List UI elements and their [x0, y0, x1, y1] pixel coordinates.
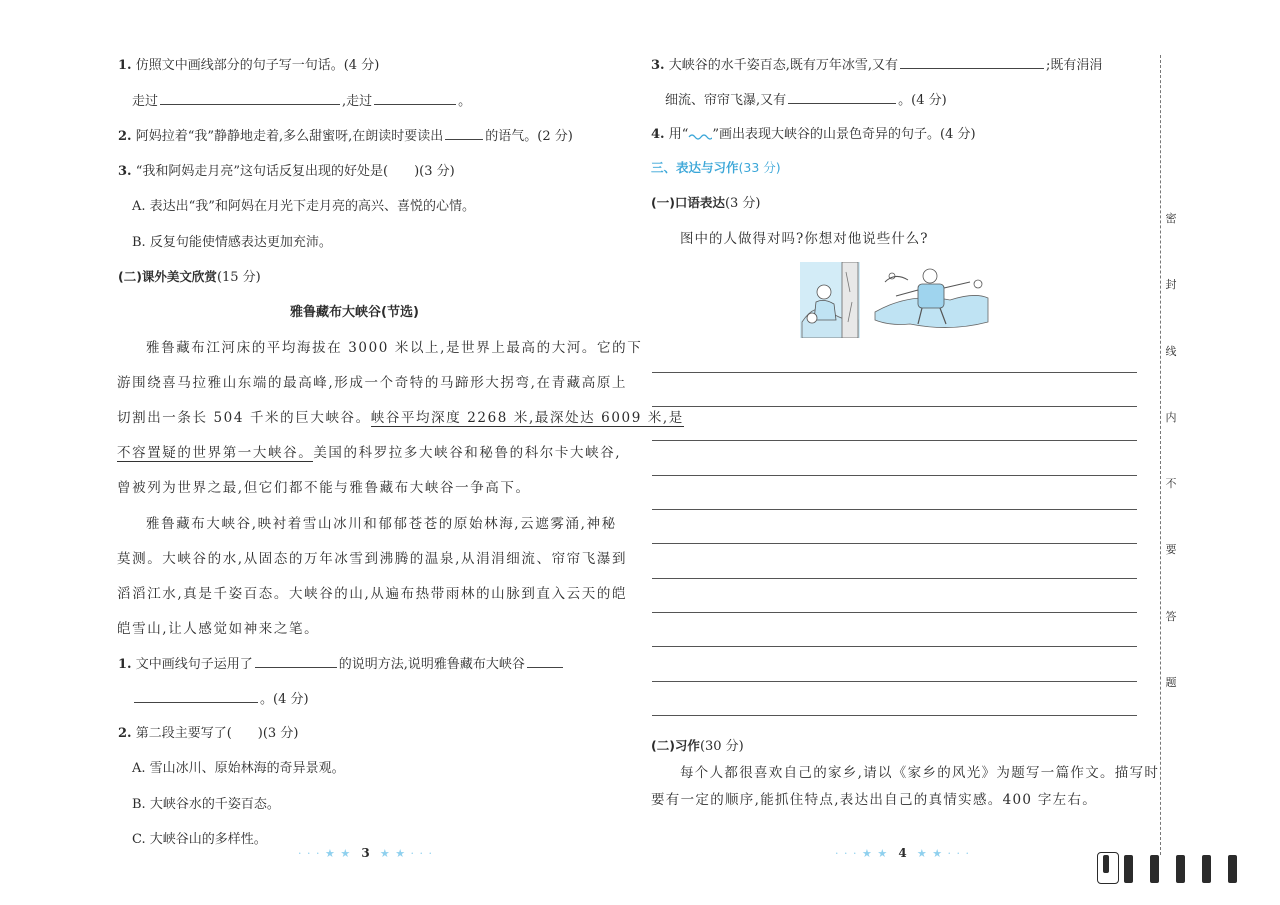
question-text: 。(4 分)	[260, 692, 309, 707]
answer-blank[interactable]	[160, 91, 340, 105]
answer-blank[interactable]	[374, 91, 456, 105]
option-a[interactable]: A. 表达出“我”和阿妈在月光下走月亮的高兴、喜悦的心情。	[132, 199, 475, 214]
seal-char: 不	[1165, 477, 1177, 490]
question-number: 3.	[118, 164, 132, 179]
writing-line[interactable]	[652, 715, 1137, 716]
q1-fill-line	[132, 90, 471, 109]
paragraph-line	[117, 441, 621, 461]
question-number: 2.	[118, 726, 132, 741]
subsection-score: (3 分)	[724, 196, 761, 211]
option-b[interactable]: B. 反复句能使情感表达更加充沛。	[132, 235, 332, 250]
oral-prompt: 图中的人做得对吗?你想对他说些什么?	[680, 231, 929, 247]
question-number: 1.	[118, 657, 132, 672]
page-number: 3	[361, 846, 370, 860]
section-heading	[118, 266, 261, 285]
question-text: 的语气。(2 分)	[485, 129, 573, 144]
writing-heading	[651, 735, 744, 754]
question-4-right	[651, 123, 976, 142]
paragraph-line: 莫测。大峡谷的水,从固态的万年冰雪到沸腾的温泉,从涓涓细流、帘帘飞瀑到	[117, 551, 628, 567]
question-text: 细流、帘帘飞瀑,又有	[665, 93, 787, 108]
section-score: (33 分)	[738, 160, 781, 175]
seal-char: 密	[1165, 212, 1177, 225]
writing-prompt-line: 要有一定的顺序,能抓住特点,表达出自己的真情实感。400 字左右。	[651, 792, 1098, 808]
section-title: 三、表达与习作	[651, 160, 739, 175]
question-2	[118, 125, 573, 144]
question-text: 大峡谷的水千姿百态,既有万年冰雪,又有	[668, 58, 898, 73]
writing-line[interactable]	[652, 578, 1137, 579]
seal-char: 封	[1165, 278, 1177, 291]
writing-line[interactable]	[652, 475, 1137, 476]
question-1	[118, 54, 379, 73]
question-text: 第二段主要写了( )(3 分)	[135, 726, 299, 741]
section-heading-3	[651, 158, 781, 176]
writing-line[interactable]	[652, 543, 1137, 544]
answer-blank[interactable]	[900, 55, 1044, 69]
subsection-title: (二)习作	[651, 738, 700, 753]
text-span: 美国的科罗拉多大峡谷和秘鲁的科尔卡大峡谷,	[313, 445, 622, 461]
question-text: “我和阿妈走月亮”这句话反复出现的好处是( )(3 分)	[135, 164, 455, 179]
paragraph-line: 雅鲁藏布大峡谷,映衬着雪山冰川和郁郁苍苍的原始林海,云遮雾涌,神秘	[146, 516, 617, 532]
answer-blank[interactable]	[255, 654, 337, 668]
article-question-2	[118, 722, 298, 741]
wavy-underline-icon	[688, 130, 712, 140]
question-text: 用“	[668, 127, 689, 142]
paragraph-line: 游围绕喜马拉雅山东端的最高峰,形成一个奇特的马蹄形大拐弯,在青藏高原上	[117, 375, 628, 391]
page-footer-left	[298, 846, 433, 861]
paragraph-line: 雅鲁藏布江河床的平均海拔在 3000 米以上,是世界上最高的大河。它的下	[146, 340, 643, 356]
subsection-score: (30 分)	[699, 739, 744, 754]
answer-blank[interactable]	[788, 90, 896, 104]
writing-line[interactable]	[652, 406, 1137, 407]
paragraph-line: 滔滔江水,真是千姿百态。大峡谷的山,从遍布热带雨林的山脉到直入云天的皑	[117, 586, 628, 602]
answer-blank[interactable]	[445, 126, 483, 140]
star-decoration-icon: · · · ★ ★	[835, 847, 889, 860]
star-decoration-icon: · · · ★ ★	[298, 847, 352, 860]
page-footer-right	[835, 846, 970, 861]
seal-char: 题	[1165, 676, 1177, 689]
page-number: 4	[898, 846, 907, 860]
fill-text: 。	[458, 94, 472, 109]
answer-blank[interactable]	[134, 689, 258, 703]
star-decoration-icon: ★ ★ · · ·	[379, 847, 434, 860]
question-number: 3.	[651, 58, 665, 73]
article-title: 雅鲁藏布大峡谷(节选)	[290, 305, 419, 320]
paragraph-line: 曾被列为世界之最,但它们都不能与雅鲁藏布大峡谷一争高下。	[117, 480, 531, 496]
fill-text: 走过	[132, 94, 159, 109]
answer-blank[interactable]	[527, 654, 563, 668]
writing-prompt-line: 每个人都很喜欢自己的家乡,请以《家乡的风光》为题写一篇作文。描写时	[680, 765, 1160, 781]
underlined-sentence: 峡谷平均深度 2268 米,最深处达 6009 米,是	[370, 410, 684, 426]
writing-line[interactable]	[652, 681, 1137, 682]
question-3	[118, 160, 455, 179]
option-c[interactable]: C. 大峡谷山的多样性。	[132, 832, 267, 847]
question-number: 1.	[118, 58, 132, 73]
seal-char: 要	[1165, 543, 1177, 556]
question-text: 阿妈拉着“我”静静地走着,多么甜蜜呀,在朗读时要读出	[135, 129, 444, 144]
question-text: 。(4 分)	[898, 93, 947, 108]
question-3-right-cont	[665, 89, 947, 108]
oral-heading	[651, 192, 761, 211]
section-title: (二)课外美文欣赏	[118, 269, 217, 284]
option-a[interactable]: A. 雪山冰川、原始林海的奇异景观。	[132, 761, 345, 776]
underlined-sentence: 不容置疑的世界第一大峡谷。	[117, 445, 314, 461]
paragraph-line: 皑雪山,让人感觉如神来之笔。	[117, 621, 320, 637]
question-text: 的说明方法,说明雅鲁藏布大峡谷	[338, 657, 525, 672]
question-text: ;既有涓涓	[1045, 58, 1103, 73]
star-decoration-icon: ★ ★ · · ·	[916, 847, 971, 860]
question-number: 2.	[118, 129, 132, 144]
question-text: 文中画线句子运用了	[135, 657, 253, 672]
question-text: 仿照文中画线部分的句子写一句话。(4 分)	[135, 58, 380, 73]
writing-line[interactable]	[652, 440, 1137, 441]
subsection-title: (一)口语表达	[651, 195, 725, 210]
writing-line[interactable]	[652, 646, 1137, 647]
writing-line[interactable]	[652, 509, 1137, 510]
seal-dashed-line	[1160, 55, 1161, 855]
article-question-1	[118, 653, 565, 672]
question-number: 4.	[651, 127, 665, 142]
writing-line[interactable]	[652, 372, 1137, 373]
seal-char: 内	[1165, 411, 1177, 424]
fill-text: ,走过	[342, 94, 373, 109]
option-b[interactable]: B. 大峡谷水的千姿百态。	[132, 797, 280, 812]
seal-char: 答	[1165, 610, 1177, 623]
text-span: 切割出一条长 504 千米的巨大峡谷。	[117, 410, 371, 426]
question-text: ”画出表现大峡谷的山景色奇异的句子。(4 分)	[712, 127, 976, 142]
section-score: (15 分)	[216, 270, 261, 285]
seal-char: 线	[1165, 345, 1177, 358]
illustration-image	[800, 262, 990, 338]
question-3-right	[651, 54, 1102, 73]
paragraph-line	[117, 406, 684, 426]
article-question-1-cont	[132, 688, 309, 707]
writing-line[interactable]	[652, 612, 1137, 613]
